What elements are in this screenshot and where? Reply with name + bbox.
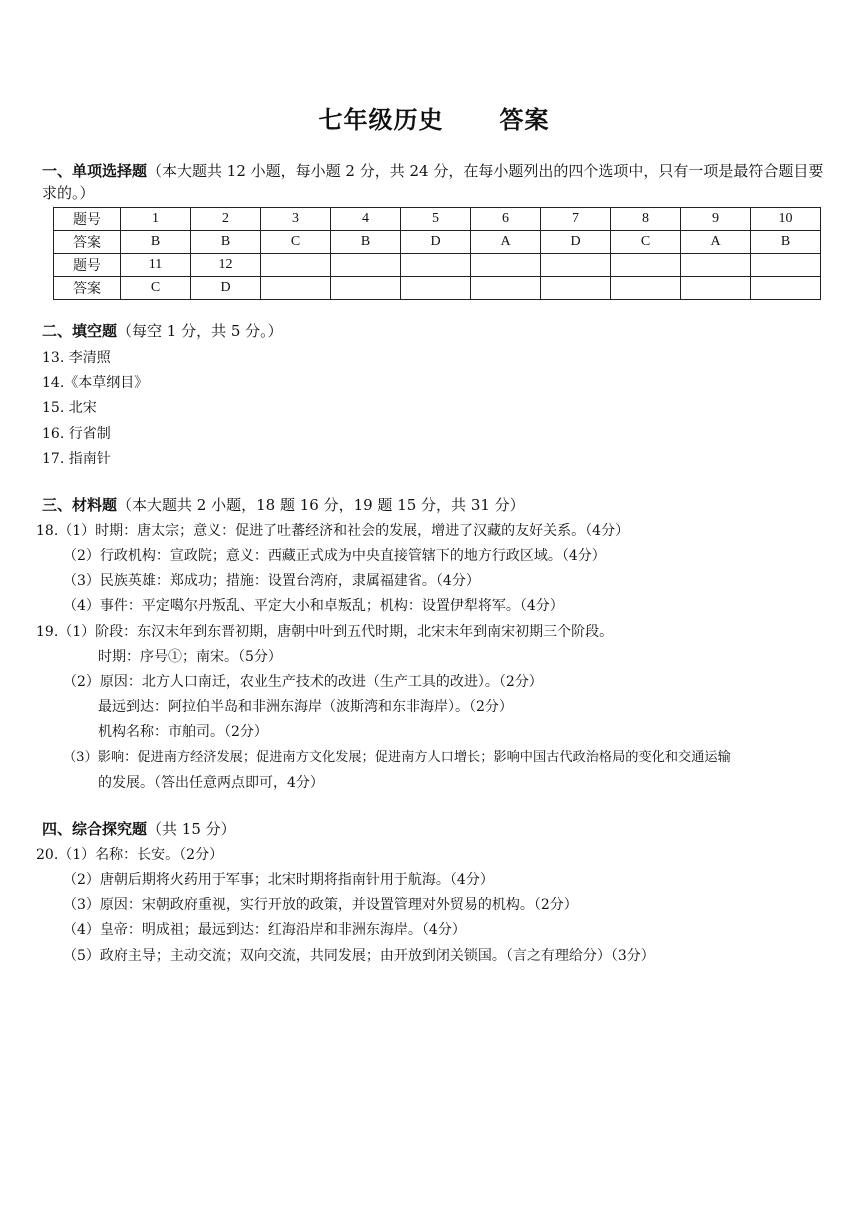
title-subject: 七年级历史 [318, 105, 444, 134]
q20-line: （5）政府主导；主动交流；双向交流，共同发展；由开放到闭关锁国。（言之有理给分）（3分） [63, 948, 655, 964]
table-cell: B [191, 231, 261, 254]
table-row [54, 254, 821, 277]
table-row [54, 277, 821, 300]
table-cell [261, 254, 331, 277]
q19-line: 19.（1）阶段：东汉末年到东晋初期，唐朝中叶到五代时期，北宋末年到南宋初期三个阶段。 [36, 624, 614, 640]
q19-line: 的发展。（答出任意两点即可，4分） [98, 775, 324, 791]
table-row [54, 231, 821, 254]
q18-line: 18.（1）时期：唐太宗；意义：促进了吐蕃经济和社会的发展，增进了汉藏的友好关系。（4分） [36, 523, 630, 539]
fill-answer: 13. 李清照 [42, 350, 111, 366]
q19-line: 机构名称：市舶司。（2分） [98, 724, 268, 740]
table-cell: 10 [751, 208, 821, 231]
fill-answer: 16. 行省制 [42, 426, 111, 442]
section3-note: （本大题共 2 小题，18 题 16 分，19 题 15 分，共 31 分） [117, 496, 525, 514]
row-label-ans: 答案 [54, 277, 121, 300]
q18-line: （3）民族英雄：郑成功；措施：设置台湾府，隶属福建省。（4分） [63, 573, 480, 589]
page-title [0, 100, 868, 135]
section4-heading [42, 818, 236, 840]
table-cell [681, 254, 751, 277]
q18-line: （4）事件：平定噶尔丹叛乱、平定大小和卓叛乱；机构：设置伊犁将军。（4分） [63, 598, 564, 614]
table-cell: C [611, 231, 681, 254]
table-cell: A [471, 231, 541, 254]
table-cell: B [331, 231, 401, 254]
q19-line: （3）影响：促进南方经济发展；促进南方文化发展；促进南方人口增长；影响中国古代政治格局的变化和交通运输 [63, 750, 731, 765]
section4-note: （共 15 分） [147, 820, 236, 838]
q20-line: （2）唐朝后期将火药用于军事；北宋时期将指南针用于航海。（4分） [63, 872, 494, 888]
table-row [54, 208, 821, 231]
table-cell [751, 277, 821, 300]
table-cell [471, 254, 541, 277]
section1-note: （本大题共 12 小题，每小题 2 分，共 24 分，在每小题列出的四个选项中，只有一项是最符合题目要求的。） [42, 162, 824, 202]
table-cell: 3 [261, 208, 331, 231]
answer-table [53, 207, 821, 300]
table-cell [611, 254, 681, 277]
q18-line: （2）行政机构：宣政院；意义：西藏正式成为中央直接管辖下的地方行政区域。（4分） [63, 548, 606, 564]
fill-answer: 14.《本草纲目》 [42, 375, 149, 391]
table-cell [261, 277, 331, 300]
table-cell: C [261, 231, 331, 254]
table-cell: D [191, 277, 261, 300]
table-cell [401, 254, 471, 277]
title-answer: 答案 [499, 105, 550, 134]
row-label-ans: 答案 [54, 231, 121, 254]
section3-title: 三、材料题 [42, 496, 118, 514]
table-cell [681, 277, 751, 300]
table-cell: A [681, 231, 751, 254]
section2-note: （每空 1 分，共 5 分。） [117, 322, 283, 340]
table-cell [541, 254, 611, 277]
section4-title: 四、综合探究题 [42, 820, 148, 838]
section2-title: 二、填空题 [42, 322, 118, 340]
table-cell: B [121, 231, 191, 254]
row-label-num: 题号 [54, 254, 121, 277]
q20-line: （3）原因：宋朝政府重视，实行开放的政策，并设置管理对外贸易的机构。（2分） [63, 897, 578, 913]
q19-line: （2）原因：北方人口南迁，农业生产技术的改进（生产工具的改进）。（2分） [63, 674, 543, 690]
table-cell: D [401, 231, 471, 254]
fill-answer: 17. 指南针 [42, 451, 111, 467]
q20-line: （4）皇帝：明成祖；最远到达：红海沿岸和非洲东海岸。（4分） [63, 922, 466, 938]
table-cell: 2 [191, 208, 261, 231]
table-cell: 12 [191, 254, 261, 277]
section1-title: 一、单项选择题 [42, 162, 148, 180]
table-cell [541, 277, 611, 300]
table-cell [401, 277, 471, 300]
section1-heading [42, 160, 832, 204]
table-cell [331, 277, 401, 300]
q19-line: 时期：序号①；南宋。（5分） [98, 649, 282, 665]
table-cell: 6 [471, 208, 541, 231]
table-cell: 4 [331, 208, 401, 231]
table-cell: 11 [121, 254, 191, 277]
fill-answer: 15. 北宋 [42, 400, 97, 416]
table-cell [751, 254, 821, 277]
table-cell: C [121, 277, 191, 300]
q19-line: 最远到达：阿拉伯半岛和非洲东海岸（波斯湾和东非海岸）。（2分） [98, 699, 513, 715]
table-cell: B [751, 231, 821, 254]
table-cell: 1 [121, 208, 191, 231]
section3-heading [42, 494, 525, 516]
table-cell: 8 [611, 208, 681, 231]
table-cell [471, 277, 541, 300]
table-cell: 7 [541, 208, 611, 231]
q20-line: 20.（1）名称：长安。（2分） [36, 847, 224, 863]
table-cell: 5 [401, 208, 471, 231]
section2-heading [42, 320, 283, 342]
table-cell: 9 [681, 208, 751, 231]
row-label-num: 题号 [54, 208, 121, 231]
table-cell [611, 277, 681, 300]
table-cell: D [541, 231, 611, 254]
table-cell [331, 254, 401, 277]
